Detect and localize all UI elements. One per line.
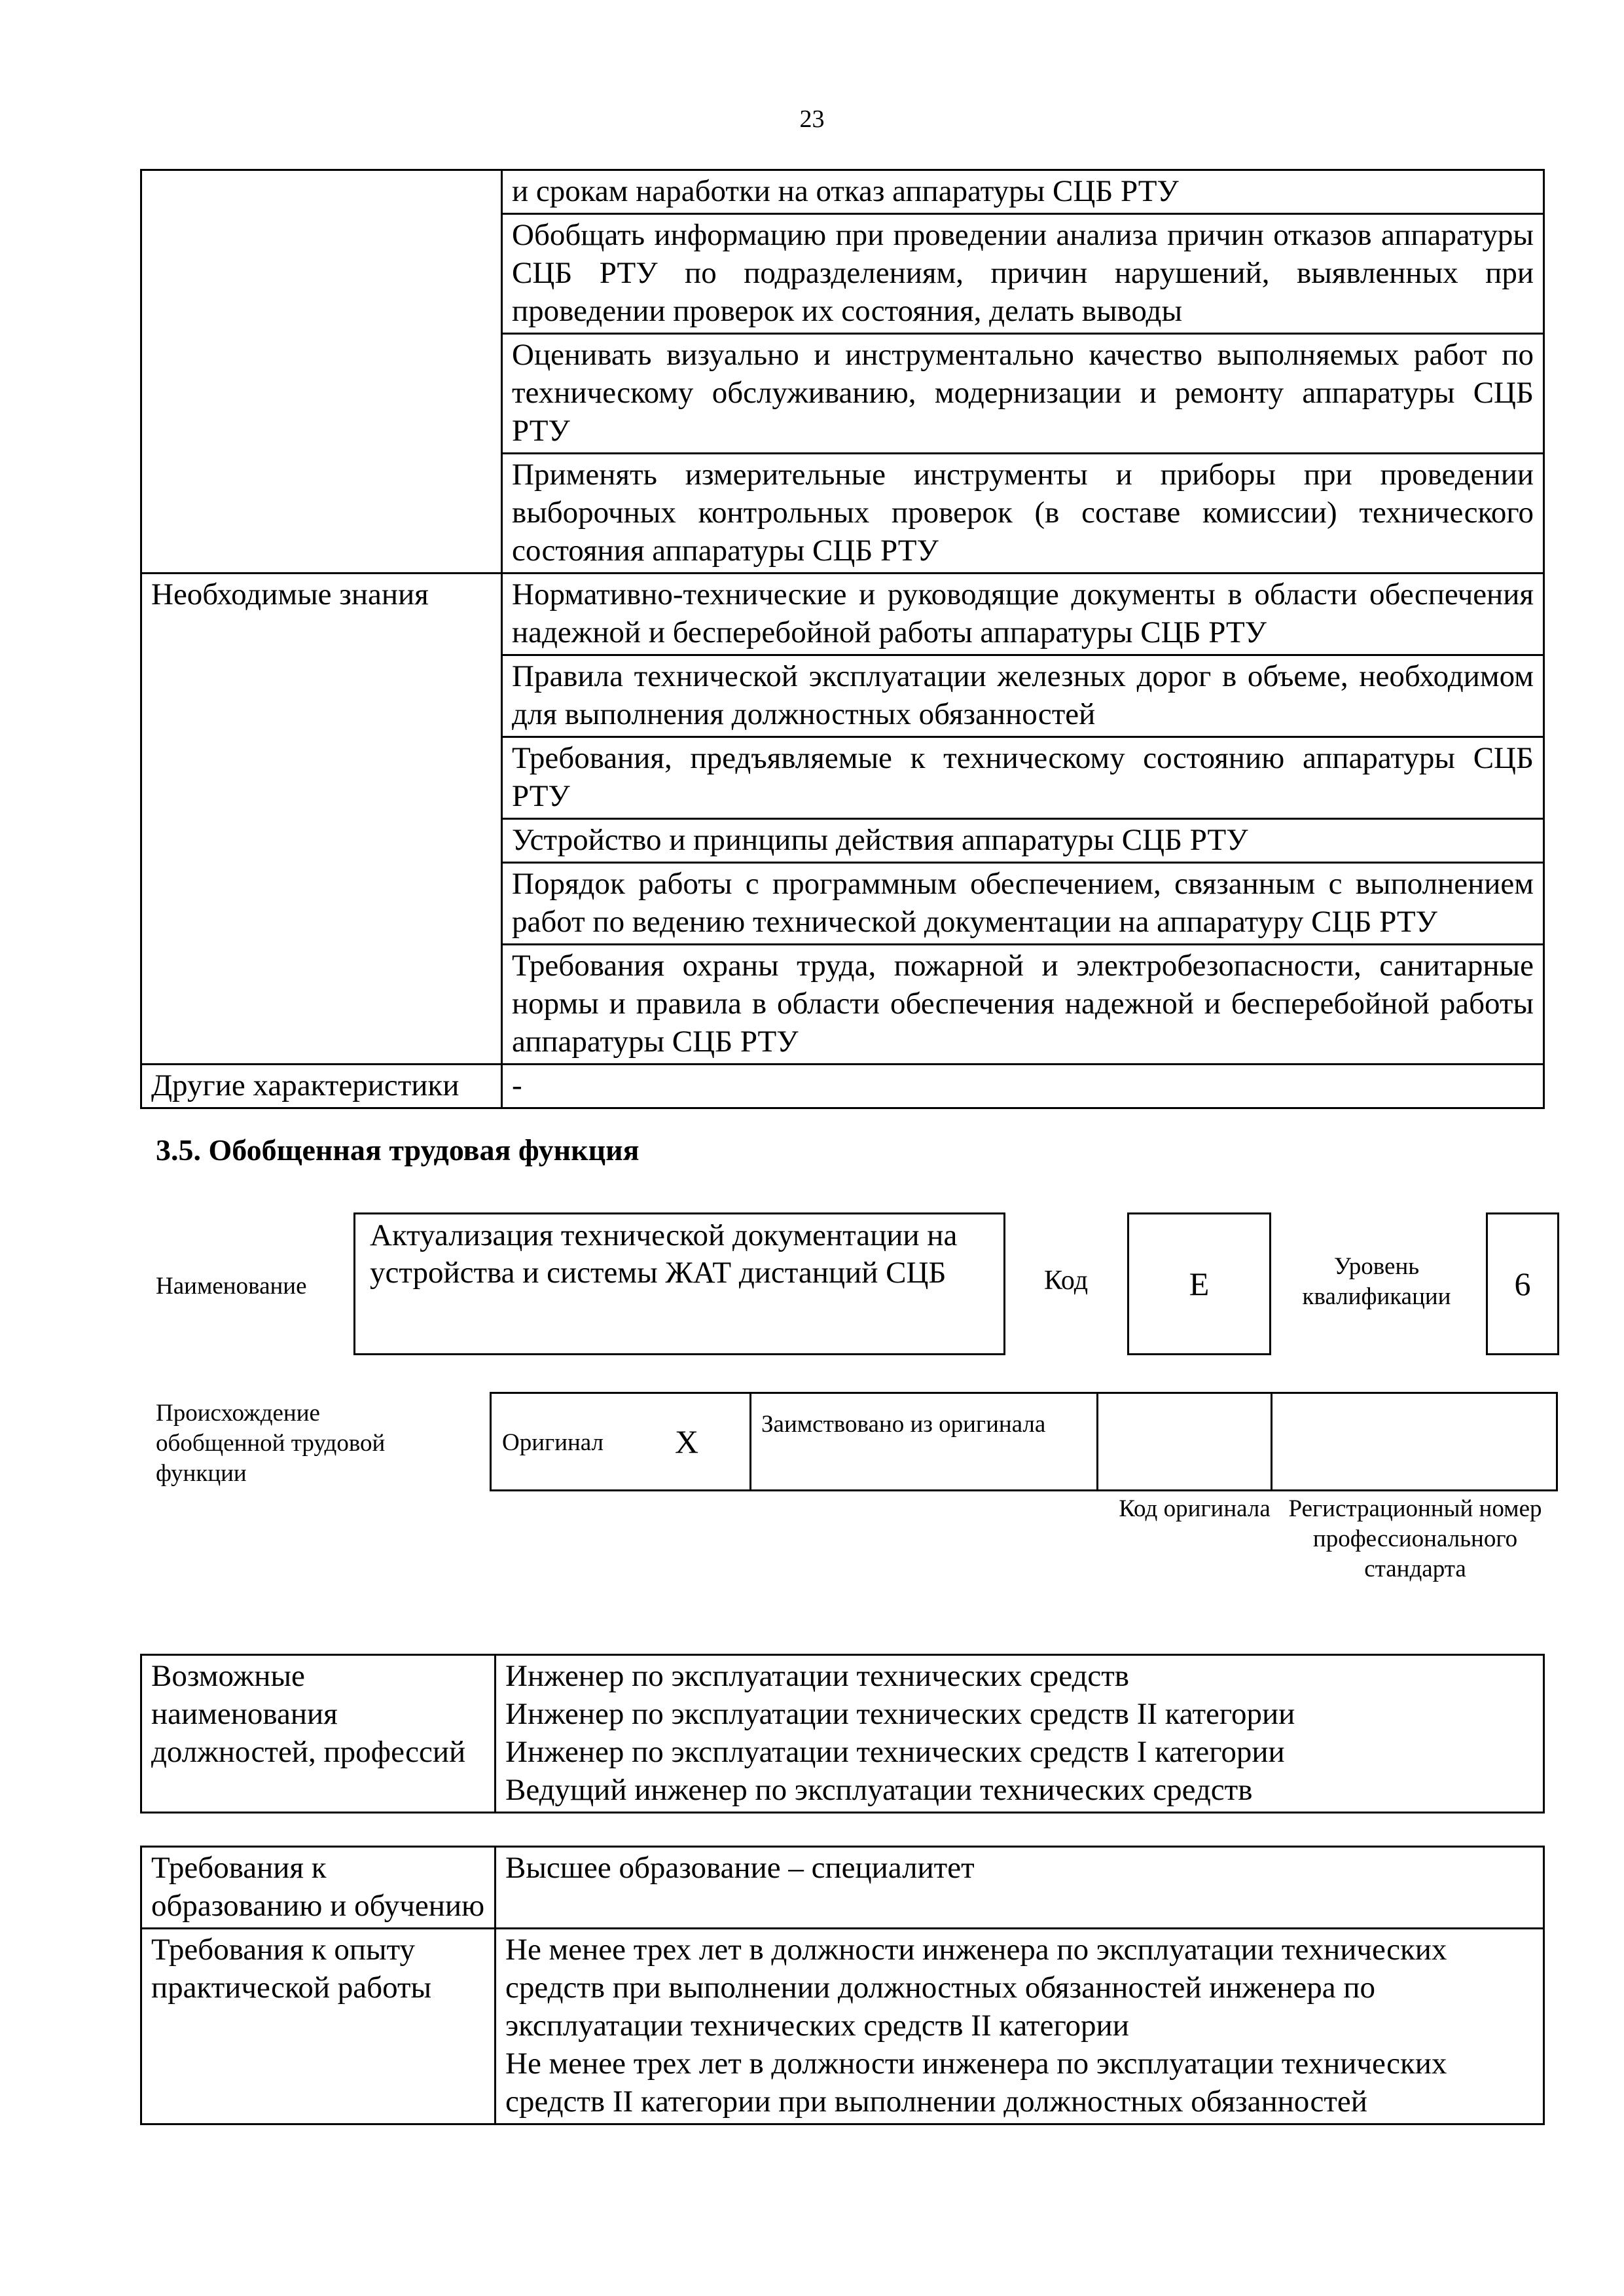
list-item: Порядок работы с программным обеспечением, связанным с выполнением работ по ведению технической документации на аппаратуру СЦБ РТУ: [502, 863, 1544, 945]
list-item: Инженер по эксплуатации технических средств: [505, 1659, 1129, 1693]
page-number: 23: [799, 105, 825, 133]
experience-value: [496, 1929, 1544, 2124]
origin-label: Происхождение обобщенной трудовой функции: [156, 1400, 386, 1487]
requirements-table: [140, 1846, 1545, 2125]
original-label: Оригинал: [502, 1429, 604, 1456]
table-row: [141, 170, 1544, 214]
divider: [749, 1394, 751, 1489]
list-item: Не менее трех лет в должности инженера по эксплуатации технических средств II категории при выполнении должностных обязанностей: [505, 2047, 1447, 2119]
code-label: Код: [1044, 1266, 1089, 1296]
code-value-box: E: [1127, 1212, 1271, 1355]
list-item: Инженер по эксплуатации технических средств II категории: [505, 1697, 1295, 1731]
positions-list: [496, 1655, 1544, 1813]
list-item: Не менее трех лет в должности инженера по эксплуатации технических средств при выполнении должностных обязанностей инженера по эксплуатации технических средств II категории: [505, 1933, 1447, 2043]
reg-number-caption: Регистрационный номер профессионального стандарта: [1288, 1495, 1542, 1582]
table-row: [141, 1655, 1544, 1813]
list-item: Оценивать визуально и инструментально качество выполняемых работ по техническому обслуживанию, модернизации и ремонту аппаратуры СЦБ РТУ: [502, 334, 1544, 454]
list-item: Нормативно-технические и руководящие документы в области обеспечения надежной и бесперебойной работы аппаратуры СЦБ РТУ: [502, 574, 1544, 655]
list-item: Правила технической эксплуатации железных дорог в объеме, необходимом для выполнения должностных обязанностей: [502, 655, 1544, 737]
list-item: Требования охраны труда, пожарной и электробезопасности, санитарные нормы и правила в области обеспечения надежной и бесперебойной работы аппаратуры СЦБ РТУ: [502, 945, 1544, 1065]
divider: [1096, 1394, 1098, 1489]
positions-label: Возможные наименования должностей, профессий: [141, 1655, 496, 1813]
table-row: [141, 574, 1544, 655]
origin-table: [490, 1392, 1558, 1491]
experience-label: Требования к опыту практической работы: [141, 1929, 496, 2124]
function-name-box: Актуализация технической документации на устройства и системы ЖАТ дистанций СЦБ: [353, 1212, 1005, 1355]
required-knowledge-label: Необходимые знания: [141, 574, 502, 1065]
divider: [1271, 1394, 1272, 1489]
list-item: -: [502, 1065, 1544, 1108]
list-item: Обобщать информацию при проведении анализа причин отказов аппаратуры СЦБ РТУ по подразделениям, причин нарушений, выявленных при проведении проверок их состояния, делать выводы: [502, 214, 1544, 334]
table-row: [141, 1847, 1544, 1929]
education-value: Высшее образование – специалитет: [496, 1847, 1544, 1929]
original-mark: X: [675, 1423, 699, 1460]
list-item: Применять измерительные инструменты и приборы при проведении выборочных контрольных проверок (в составе комиссии) технического состояния аппаратуры СЦБ РТУ: [502, 454, 1544, 574]
education-label: Требования к образованию и обучению: [141, 1847, 496, 1929]
row-label: [141, 170, 502, 574]
table-row: [141, 1929, 1544, 2124]
code-original-caption: Код оригинала: [1119, 1495, 1271, 1522]
name-label: Наименование: [156, 1273, 307, 1300]
skills-knowledge-table: [140, 169, 1545, 1109]
level-value-box: 6: [1486, 1212, 1559, 1355]
table-row: [141, 1065, 1544, 1108]
list-item: Требования, предъявляемые к техническому состоянию аппаратуры СЦБ РТУ: [502, 737, 1544, 819]
section-heading: 3.5. Обобщенная трудовая функция: [156, 1133, 640, 1167]
list-item: и срокам наработки на отказ аппаратуры СЦБ РТУ: [502, 170, 1544, 214]
positions-table: [140, 1654, 1545, 1813]
list-item: Инженер по эксплуатации технических средств I категории: [505, 1735, 1285, 1769]
borrowed-label: Заимствовано из оригинала: [761, 1411, 1046, 1438]
list-item: Ведущий инженер по эксплуатации технических средств: [505, 1773, 1253, 1807]
list-item: Устройство и принципы действия аппаратуры СЦБ РТУ: [502, 819, 1544, 863]
level-label: Уровень квалификации: [1302, 1253, 1451, 1310]
other-characteristics-label: Другие характеристики: [141, 1065, 502, 1108]
